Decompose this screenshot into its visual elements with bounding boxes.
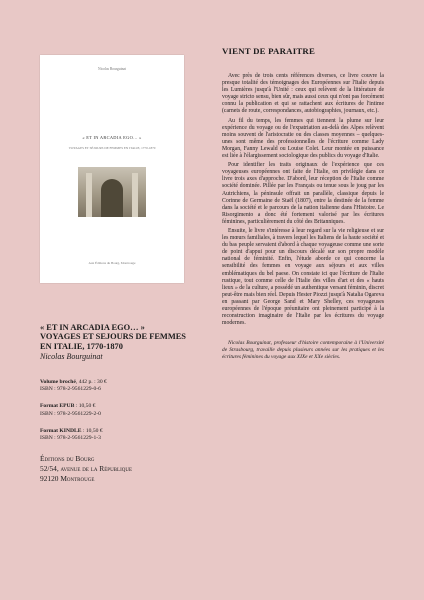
announcement-heading: VIENT DE PARAITRE xyxy=(222,46,316,56)
paragraph: Pour identifier les traits originaux de l'expérience que ces voyageuses européennes ont faite de l'Italie, on privilégie dans ce livre trois axes d'approche. D'abord, leur réception de l'Italie comme société dominée. Pillée par les Français ou tenue sous le joug par les Autrichiens, la péninsule offrait un parallèle, classique depuis le Corinne de Germaine de Staël (1807), entre la destinée de la femme dans la société et le parcours de la nation italienne dans l'Histoire. Le Risorgimento a donc été fortement valorisé par les écritures féminines, particulièrement du côté des Britanniques. xyxy=(222,162,384,225)
book-cover xyxy=(40,55,184,283)
cover-author: Nicolas Bourguinat xyxy=(98,67,126,71)
cover-subtitle: VOYAGES ET SÉJOURS DE FEMMES EN ITALIE, 1770-1870 xyxy=(68,146,156,150)
format-item: Format EPUB : 10,50 € ISBN : 978-2-9561229-2-0 xyxy=(40,403,101,417)
paragraph: Au fil du temps, les femmes qui tiennent la plume sur leur expérience du voyage ou de l'expatriation au-delà des Alpes relèvent moins souvent de l'aristocratie ou des classes moyennes – quelques-unes sont même des professionnelles de l'écriture comme Lady Morgan, Fanny Lewald ou Louise Colet. Leur montée en puissance est liée à l'élargissement sociologique des publics du voyage d'Italie. xyxy=(222,117,384,160)
format-item: Volume broché, 442 p. : 30 € ISBN : 978-2-9561229-0-6 xyxy=(40,378,107,393)
book-title: « ET IN ARCADIA EGO… » VOYAGES ET SEJOURS DE FEMMES EN ITALIE, 1770-1870 xyxy=(40,323,186,351)
format-item: Format KINDLE : 10,50 € ISBN : 978-2-9561229-1-3 xyxy=(40,427,103,441)
announcement xyxy=(222,46,384,360)
formats-list xyxy=(40,379,190,442)
book-author: Nicolas Bourguinat xyxy=(40,351,103,361)
author-bio: Nicolas Bourguinat, professeur d'histoire contemporaine à l'Université de Strasbourg, travaille depuis plusieurs années sur les pratiques et les écritures féminines du voyage aux XIXe et XXe siècles. xyxy=(222,340,384,360)
cover-publisher: Aux Éditions du Bourg, Montrouge xyxy=(88,261,136,265)
announcement-body xyxy=(222,73,384,327)
paragraph: Avec près de trois cents références diverses, ce livre couvre la presque totalité des témoignages des Européennes sur l'Italie depuis les Lumières jusqu'à l'Unité : ceux qui relèvent de la littérature de voyage stricto sensu, bien sûr, mais aussi ceux qui n'ont pas forcément connu la publication et qui se rattachent aux écritures de l'intime (carnets de route, correspondances, autobiographies, journaux, etc.). xyxy=(222,73,384,115)
left-column xyxy=(40,55,190,484)
cover-title: « ET IN ARCADIA EGO… » xyxy=(82,135,142,140)
paragraph: Ensuite, le livre s'intéresse à leur regard sur la vie religieuse et sur les mœurs familiales, à travers lequel les Italiens de la haute société et du bas peuple servaient d'abord à chaque voyageuse comme une sorte de point d'appui pour un discours décalé sur son propre modèle national de féminité. Enfin, l'étude aborde ce qui concerne la sensibilité des femmes en voyage aux séjours et aux villes emblématiques du bel paese. On constate ici que l'écriture de l'Italie rustique, tout comme celle de l'Italie des villes d'art et des « hauts lieux » de la culture, a possédé un authentique versant féminin, discret peut-être mais bien réel. Depuis Hester Piozzi jusqu'à Natalia Ogareva en passant par George Sand et Mary Shelley, ces voyageuses européennes de l'époque préunitaire ont pleinement participé à la reconstruction imaginaire de l'Italie par les écritures du voyage modernes. xyxy=(222,227,384,327)
publisher-address: Éditions du Bourg 52/54, avenue de la République 92120 Montrouge xyxy=(40,454,133,483)
cover-image xyxy=(78,167,146,217)
